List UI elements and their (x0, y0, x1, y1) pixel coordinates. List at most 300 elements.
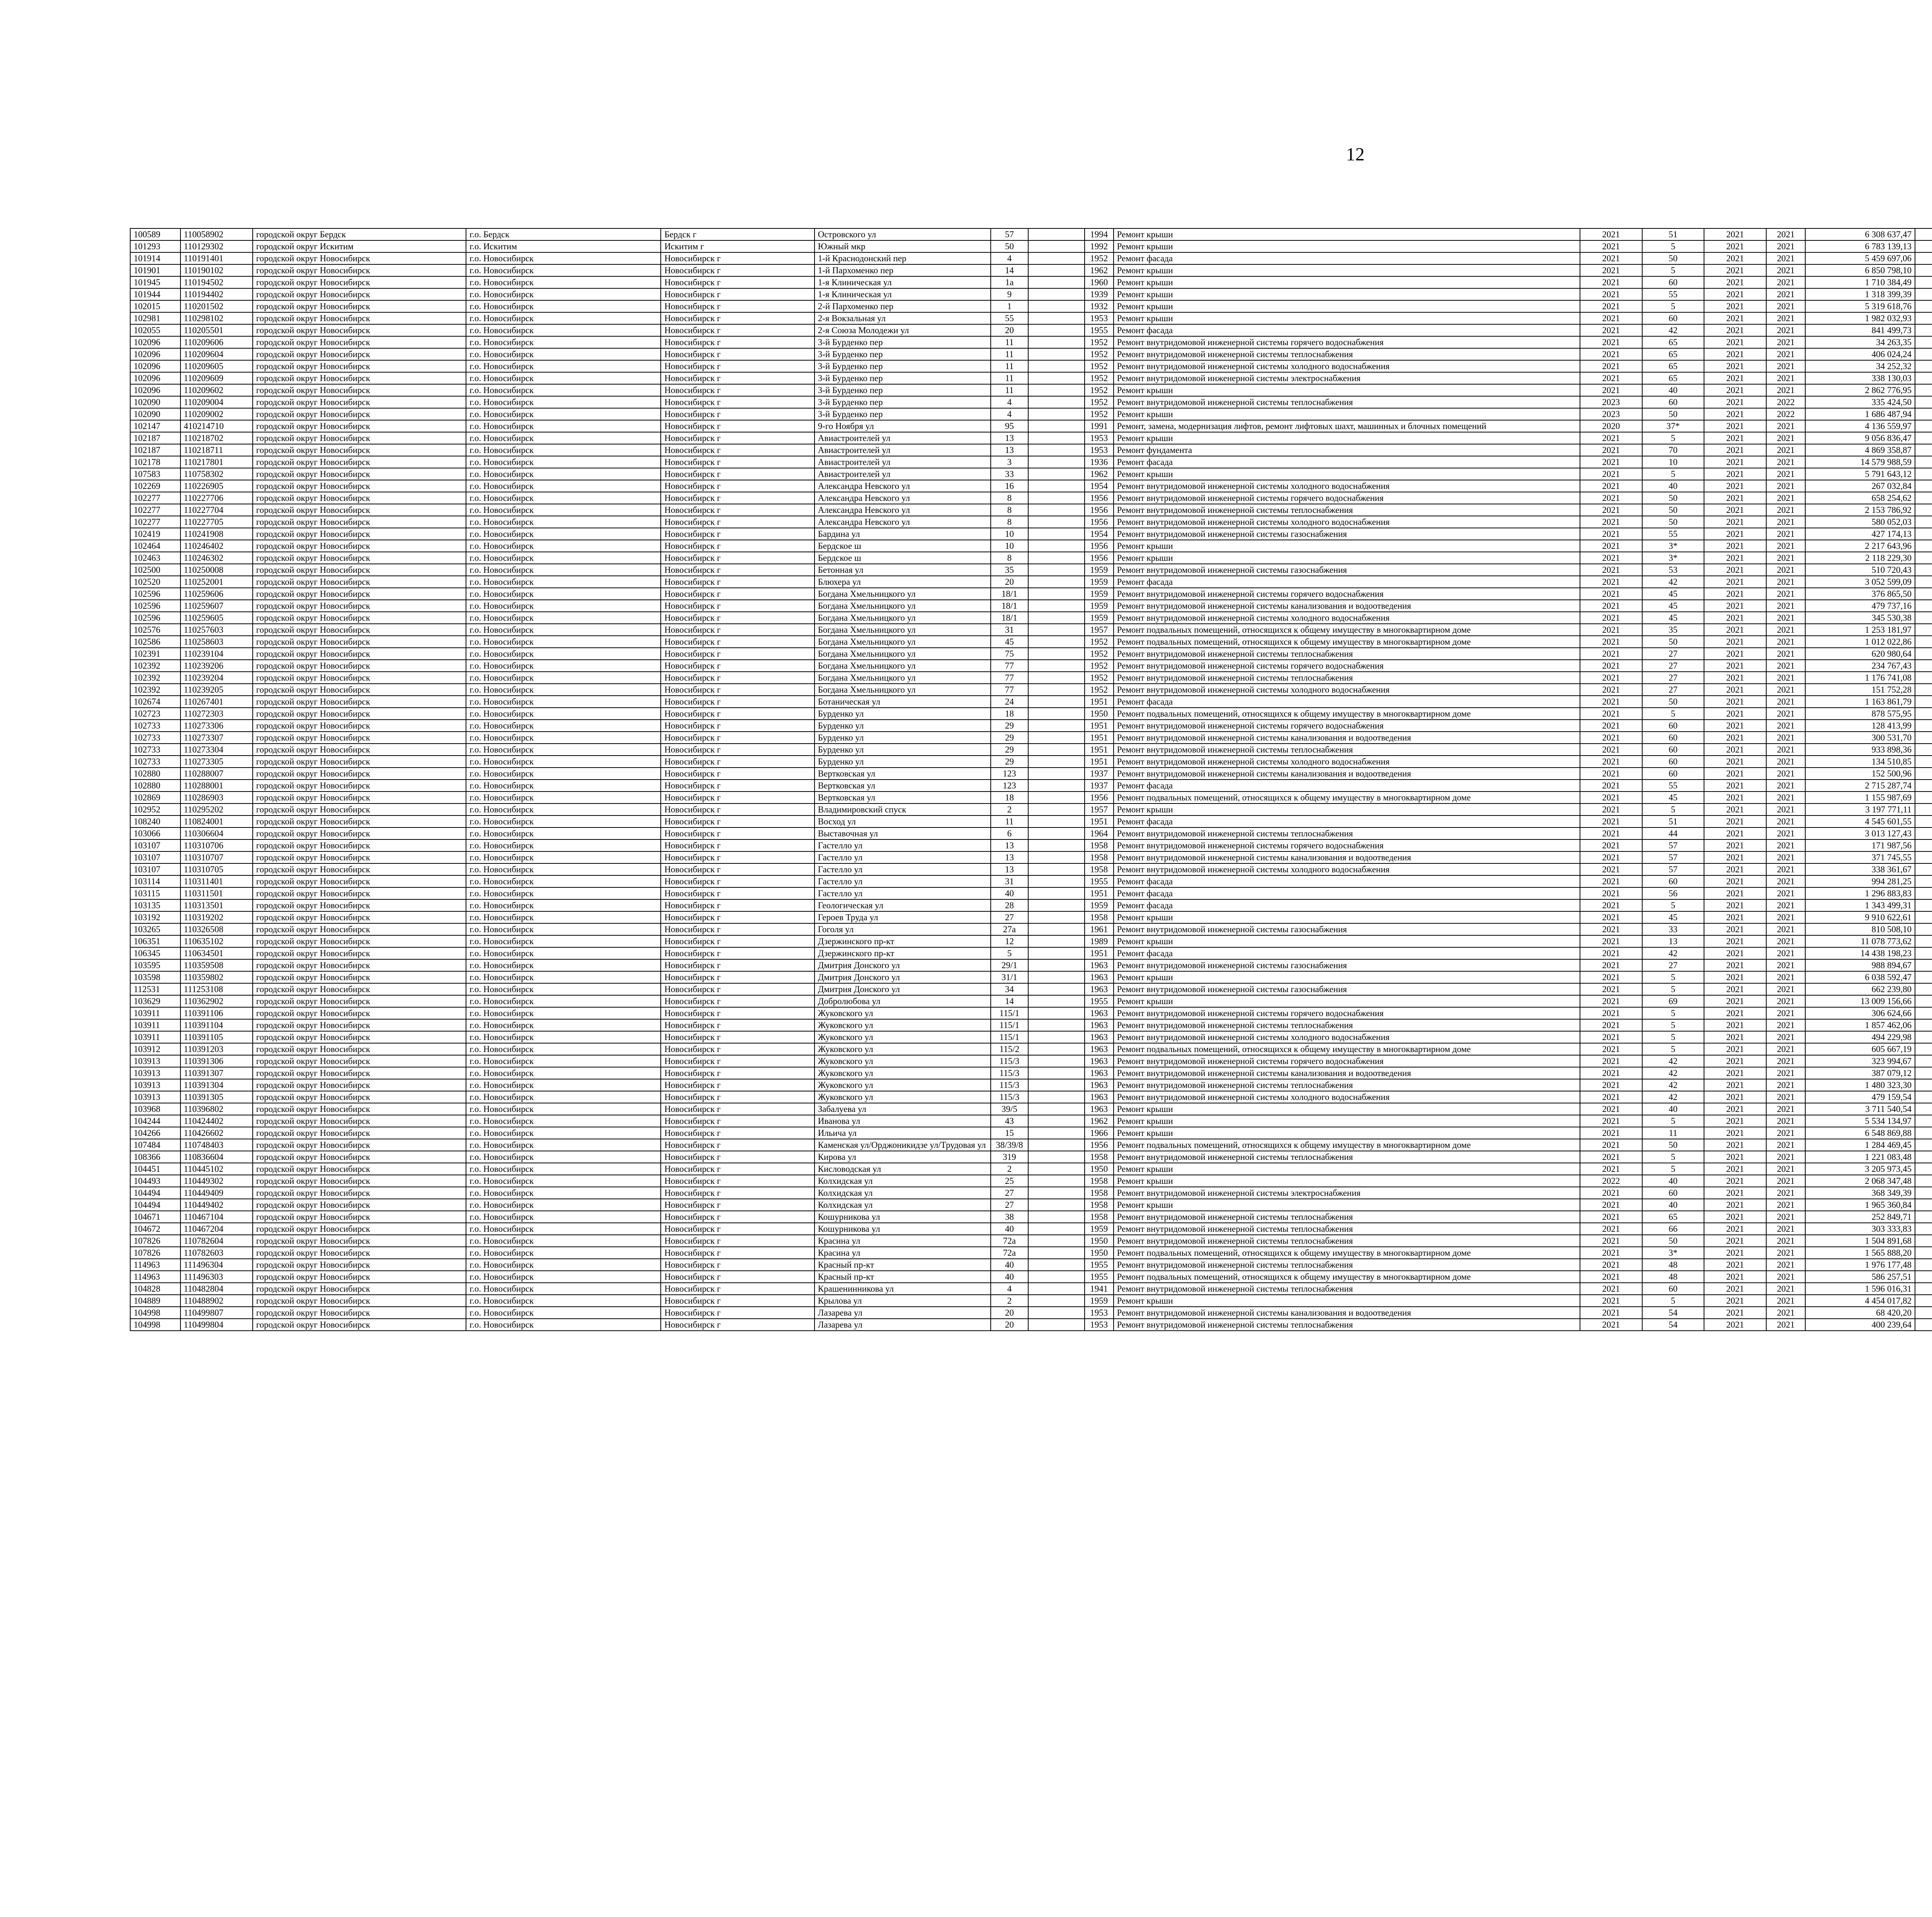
cell-house-number: 10 (991, 528, 1028, 540)
cell-building (1028, 947, 1085, 959)
cell-wear-percent: 57 (1642, 851, 1704, 863)
cell-work-id: 110209004 (180, 396, 253, 408)
table-row (130, 780, 1932, 792)
cell-total-cost: 2 153 786,92 (1805, 504, 1915, 516)
cell-house-id: 102187 (130, 444, 180, 456)
cell-house-id: 103135 (130, 899, 180, 911)
cell-construction-year: 1950 (1085, 1163, 1114, 1175)
cell-house-number: 13 (991, 432, 1028, 444)
cell-regional-fund-cost (1915, 432, 1932, 444)
cell-end-year: 2021 (1766, 1139, 1806, 1151)
cell-building (1028, 324, 1085, 336)
cell-total-cost: 345 530,38 (1805, 612, 1915, 624)
cell-street: Кирова ул (815, 1151, 991, 1163)
cell-street: 3-й Бурденко пер (815, 336, 991, 348)
cell-planned-year: 2021 (1580, 444, 1642, 456)
cell-street: Крашенинникова ул (815, 1283, 991, 1295)
cell-total-cost: 1 686 487,94 (1805, 408, 1915, 420)
cell-settlement: Новосибирск г (661, 1091, 814, 1103)
cell-total-cost: 234 767,43 (1805, 660, 1915, 672)
cell-total-cost: 586 257,51 (1805, 1271, 1915, 1283)
cell-wear-percent: 60 (1642, 1283, 1704, 1295)
cell-municipal-district: городской округ Новосибирск (253, 911, 466, 923)
cell-total-cost: 2 217 643,96 (1805, 540, 1915, 552)
cell-regional-fund-cost (1915, 720, 1932, 732)
cell-work-type: Ремонт внутридомовой инженерной системы теплоснабжения (1114, 1235, 1580, 1247)
cell-street: Жуковского ул (815, 1067, 991, 1079)
cell-wear-percent: 35 (1642, 624, 1704, 636)
cell-municipal-district: городской округ Новосибирск (253, 288, 466, 300)
cell-total-cost: 400 239,64 (1805, 1319, 1915, 1331)
cell-regional-fund-cost (1915, 804, 1932, 815)
cell-end-year: 2021 (1766, 516, 1806, 528)
cell-house-id: 101293 (130, 240, 180, 252)
table-row (130, 396, 1932, 408)
cell-total-cost: 1 857 462,06 (1805, 1019, 1915, 1031)
cell-regional-fund-cost (1915, 1307, 1932, 1319)
cell-municipal-district: городской округ Новосибирск (253, 504, 466, 516)
cell-wear-percent: 65 (1642, 372, 1704, 384)
cell-house-number: 34 (991, 983, 1028, 995)
cell-planned-year: 2021 (1580, 1163, 1642, 1175)
cell-house-id: 103968 (130, 1103, 180, 1115)
cell-house-number: 115/1 (991, 1031, 1028, 1043)
cell-construction-year: 1952 (1085, 648, 1114, 660)
cell-wear-percent: 37* (1642, 420, 1704, 432)
cell-street: Добролюбова ул (815, 995, 991, 1007)
cell-building (1028, 540, 1085, 552)
cell-total-cost: 1 976 177,48 (1805, 1259, 1915, 1271)
cell-end-year: 2021 (1766, 1007, 1806, 1019)
cell-work-type: Ремонт внутридомовой инженерной системы горячего водоснабжения (1114, 1007, 1580, 1019)
cell-total-cost: 3 205 973,45 (1805, 1163, 1915, 1175)
cell-work-type: Ремонт внутридомовой инженерной системы теплоснабжения (1114, 1019, 1580, 1031)
cell-planned-year: 2021 (1580, 276, 1642, 288)
cell-work-type: Ремонт крыши (1114, 312, 1580, 324)
cell-construction-year: 1963 (1085, 1007, 1114, 1019)
cell-end-year: 2021 (1766, 1199, 1806, 1211)
cell-wear-percent: 42 (1642, 324, 1704, 336)
cell-construction-year: 1956 (1085, 792, 1114, 804)
cell-construction-year: 1956 (1085, 504, 1114, 516)
cell-regional-fund-cost (1915, 983, 1932, 995)
cell-building (1028, 1103, 1085, 1115)
cell-regional-fund-cost (1915, 312, 1932, 324)
cell-work-type: Ремонт внутридомовой инженерной системы холодного водоснабжения (1114, 480, 1580, 492)
cell-start-year: 2021 (1704, 312, 1766, 324)
cell-street: Гастелло ул (815, 875, 991, 887)
cell-street: 3-й Бурденко пер (815, 360, 991, 372)
cell-end-year: 2021 (1766, 1067, 1806, 1079)
table-row (130, 995, 1932, 1007)
cell-total-cost: 5 791 643,12 (1805, 468, 1915, 480)
cell-work-type: Ремонт внутридомовой инженерной системы канализования и водоотведения (1114, 851, 1580, 863)
cell-planned-year: 2021 (1580, 923, 1642, 935)
cell-municipal-district: городской округ Новосибирск (253, 1127, 466, 1139)
cell-regional-fund-cost (1915, 492, 1932, 504)
cell-total-cost: 5 534 134,97 (1805, 1115, 1915, 1127)
cell-regional-fund-cost (1915, 228, 1932, 240)
cell-wear-percent: 50 (1642, 408, 1704, 420)
cell-street: Кисловодская ул (815, 1163, 991, 1175)
cell-settlement: Новосибирск г (661, 660, 814, 672)
cell-wear-percent: 40 (1642, 1103, 1704, 1115)
cell-start-year: 2021 (1704, 875, 1766, 887)
cell-municipality: г.о. Новосибирск (466, 1103, 661, 1115)
cell-settlement: Новосибирск г (661, 1007, 814, 1019)
cell-house-id: 102880 (130, 768, 180, 780)
cell-street: Богдана Хмельницкого ул (815, 672, 991, 684)
cell-municipality: г.о. Новосибирск (466, 1235, 661, 1247)
cell-house-id: 102392 (130, 660, 180, 672)
cell-house-id: 102952 (130, 804, 180, 815)
table-row (130, 408, 1932, 420)
cell-total-cost: 6 850 798,10 (1805, 264, 1915, 276)
cell-regional-fund-cost (1915, 995, 1932, 1007)
cell-house-id: 107826 (130, 1247, 180, 1259)
cell-total-cost: 14 438 198,23 (1805, 947, 1915, 959)
cell-house-number: 77 (991, 684, 1028, 696)
cell-end-year: 2021 (1766, 1115, 1806, 1127)
cell-planned-year: 2021 (1580, 516, 1642, 528)
table-row (130, 1223, 1932, 1235)
cell-construction-year: 1959 (1085, 1223, 1114, 1235)
cell-house-id: 104266 (130, 1127, 180, 1139)
cell-work-type: Ремонт внутридомовой инженерной системы канализования и водоотведения (1114, 732, 1580, 744)
cell-house-id: 102096 (130, 384, 180, 396)
cell-work-id: 110250008 (180, 564, 253, 576)
cell-house-number: 11 (991, 336, 1028, 348)
cell-total-cost: 1 343 499,31 (1805, 899, 1915, 911)
cell-total-cost: 1 480 323,30 (1805, 1079, 1915, 1091)
cell-house-number: 2 (991, 1163, 1028, 1175)
cell-municipal-district: городской округ Бердск (253, 228, 466, 240)
cell-regional-fund-cost (1915, 696, 1932, 708)
cell-building (1028, 1187, 1085, 1199)
cell-total-cost: 68 420,20 (1805, 1307, 1915, 1319)
cell-regional-fund-cost (1915, 1283, 1932, 1295)
cell-work-type: Ремонт внутридомовой инженерной системы канализования и водоотведения (1114, 600, 1580, 612)
cell-house-number: 28 (991, 899, 1028, 911)
cell-municipal-district: городской округ Новосибирск (253, 408, 466, 420)
cell-regional-fund-cost (1915, 1007, 1932, 1019)
cell-building (1028, 432, 1085, 444)
cell-work-type: Ремонт внутридомовой инженерной системы теплоснабжения (1114, 348, 1580, 360)
table-row (130, 660, 1932, 672)
cell-regional-fund-cost (1915, 516, 1932, 528)
cell-house-number: 8 (991, 492, 1028, 504)
cell-municipal-district: городской округ Новосибирск (253, 672, 466, 684)
cell-house-id: 101944 (130, 288, 180, 300)
cell-work-id: 110259605 (180, 612, 253, 624)
cell-house-number: 24 (991, 696, 1028, 708)
cell-work-type: Ремонт внутридомовой инженерной системы теплоснабжения (1114, 648, 1580, 660)
cell-construction-year: 1963 (1085, 1043, 1114, 1055)
cell-start-year: 2021 (1704, 863, 1766, 875)
cell-work-id: 110391304 (180, 1079, 253, 1091)
cell-regional-fund-cost (1915, 372, 1932, 384)
cell-settlement: Новосибирск г (661, 372, 814, 384)
cell-building (1028, 372, 1085, 384)
cell-total-cost: 1 221 083,48 (1805, 1151, 1915, 1163)
cell-planned-year: 2021 (1580, 360, 1642, 372)
cell-work-type: Ремонт крыши (1114, 240, 1580, 252)
table-row (130, 504, 1932, 516)
cell-construction-year: 1994 (1085, 228, 1114, 240)
cell-house-number: 40 (991, 1259, 1028, 1271)
cell-settlement: Новосибирск г (661, 420, 814, 432)
cell-wear-percent: 51 (1642, 228, 1704, 240)
cell-total-cost: 1 176 741,08 (1805, 672, 1915, 684)
cell-street: Жуковского ул (815, 1007, 991, 1019)
cell-municipal-district: городской округ Новосибирск (253, 1031, 466, 1043)
cell-work-id: 110227704 (180, 504, 253, 516)
table-row (130, 576, 1932, 588)
cell-work-id: 110306604 (180, 827, 253, 839)
table-row (130, 1211, 1932, 1223)
cell-street: Богдана Хмельницкого ул (815, 624, 991, 636)
cell-regional-fund-cost (1915, 636, 1932, 648)
cell-house-id: 102723 (130, 708, 180, 720)
cell-construction-year: 1937 (1085, 780, 1114, 792)
cell-end-year: 2021 (1766, 540, 1806, 552)
cell-end-year: 2021 (1766, 1127, 1806, 1139)
cell-end-year: 2021 (1766, 660, 1806, 672)
cell-regional-fund-cost (1915, 276, 1932, 288)
cell-planned-year: 2021 (1580, 720, 1642, 732)
cell-work-type: Ремонт крыши (1114, 300, 1580, 312)
cell-construction-year: 1960 (1085, 276, 1114, 288)
cell-regional-fund-cost (1915, 768, 1932, 780)
cell-wear-percent: 5 (1642, 468, 1704, 480)
cell-start-year: 2021 (1704, 1067, 1766, 1079)
table-row (130, 612, 1932, 624)
cell-house-id: 104672 (130, 1223, 180, 1235)
cell-planned-year: 2021 (1580, 384, 1642, 396)
cell-work-type: Ремонт внутридомовой инженерной системы горячего водоснабжения (1114, 720, 1580, 732)
cell-house-number: 4 (991, 408, 1028, 420)
cell-wear-percent: 60 (1642, 732, 1704, 744)
cell-total-cost: 406 024,24 (1805, 348, 1915, 360)
cell-planned-year: 2021 (1580, 911, 1642, 923)
cell-wear-percent: 27 (1642, 660, 1704, 672)
cell-house-number: 10 (991, 540, 1028, 552)
cell-house-number: 11 (991, 815, 1028, 827)
cell-house-number: 14 (991, 995, 1028, 1007)
cell-house-number: 15 (991, 1127, 1028, 1139)
cell-house-id: 102187 (130, 432, 180, 444)
table-row (130, 899, 1932, 911)
cell-construction-year: 1958 (1085, 863, 1114, 875)
cell-house-number: 13 (991, 863, 1028, 875)
cell-planned-year: 2021 (1580, 228, 1642, 240)
cell-total-cost: 5 319 618,76 (1805, 300, 1915, 312)
cell-municipality: г.о. Новосибирск (466, 1319, 661, 1331)
cell-street: Бердское ш (815, 540, 991, 552)
cell-street: 3-й Бурденко пер (815, 384, 991, 396)
page-number: 12 (1346, 144, 1365, 165)
cell-street: 2-я Союза Молодежи ул (815, 324, 991, 336)
cell-end-year: 2021 (1766, 995, 1806, 1007)
cell-municipality: г.о. Новосибирск (466, 911, 661, 923)
cell-municipal-district: городской округ Новосибирск (253, 648, 466, 660)
cell-house-number: 11 (991, 372, 1028, 384)
cell-construction-year: 1956 (1085, 540, 1114, 552)
cell-regional-fund-cost (1915, 240, 1932, 252)
cell-street: Лазарева ул (815, 1319, 991, 1331)
cell-house-number: 29 (991, 732, 1028, 744)
cell-total-cost: 1 284 469,45 (1805, 1139, 1915, 1151)
cell-construction-year: 1959 (1085, 576, 1114, 588)
cell-house-number: 11 (991, 384, 1028, 396)
cell-regional-fund-cost (1915, 1043, 1932, 1055)
cell-house-number: 77 (991, 672, 1028, 684)
cell-planned-year: 2021 (1580, 983, 1642, 995)
table-row (130, 971, 1932, 983)
cell-regional-fund-cost (1915, 1103, 1932, 1115)
cell-wear-percent: 60 (1642, 1187, 1704, 1199)
cell-construction-year: 1953 (1085, 444, 1114, 456)
cell-building (1028, 1043, 1085, 1055)
table-row (130, 983, 1932, 995)
cell-street: Ботаническая ул (815, 696, 991, 708)
cell-work-id: 110272303 (180, 708, 253, 720)
cell-municipal-district: городской округ Новосибирск (253, 1247, 466, 1259)
cell-regional-fund-cost (1915, 827, 1932, 839)
cell-work-type: Ремонт внутридомовой инженерной системы горячего водоснабжения (1114, 588, 1580, 600)
cell-municipal-district: городской округ Новосибирск (253, 1211, 466, 1223)
cell-house-id: 104451 (130, 1163, 180, 1175)
cell-work-type: Ремонт внутридомовой инженерной системы газоснабжения (1114, 528, 1580, 540)
cell-municipal-district: городской округ Новосибирск (253, 1019, 466, 1031)
cell-wear-percent: 42 (1642, 1055, 1704, 1067)
cell-work-id: 110824001 (180, 815, 253, 827)
cell-construction-year: 1962 (1085, 264, 1114, 276)
cell-work-id: 111496304 (180, 1259, 253, 1271)
cell-planned-year: 2021 (1580, 312, 1642, 324)
cell-settlement: Новосибирск г (661, 432, 814, 444)
cell-work-id: 110359802 (180, 971, 253, 983)
cell-total-cost: 494 229,98 (1805, 1031, 1915, 1043)
cell-house-id: 102096 (130, 336, 180, 348)
cell-municipality: г.о. Новосибирск (466, 396, 661, 408)
cell-wear-percent: 45 (1642, 600, 1704, 612)
cell-work-id: 111253108 (180, 983, 253, 995)
cell-construction-year: 1959 (1085, 588, 1114, 600)
cell-work-type: Ремонт внутридомовой инженерной системы теплоснабжения (1114, 1079, 1580, 1091)
table-row (130, 636, 1932, 648)
cell-planned-year: 2021 (1580, 887, 1642, 899)
cell-end-year: 2021 (1766, 875, 1806, 887)
cell-settlement: Новосибирск г (661, 1031, 814, 1043)
cell-work-type: Ремонт фасада (1114, 456, 1580, 468)
cell-settlement: Новосибирск г (661, 1175, 814, 1187)
cell-work-id: 110201502 (180, 300, 253, 312)
cell-settlement: Новосибирск г (661, 336, 814, 348)
cell-building (1028, 456, 1085, 468)
cell-construction-year: 1956 (1085, 516, 1114, 528)
cell-building (1028, 1223, 1085, 1235)
cell-end-year: 2021 (1766, 815, 1806, 827)
table-row (130, 720, 1932, 732)
cell-settlement: Новосибирск г (661, 1223, 814, 1235)
cell-house-number: 43 (991, 1115, 1028, 1127)
cell-construction-year: 1951 (1085, 744, 1114, 756)
cell-building (1028, 1007, 1085, 1019)
cell-settlement: Новосибирск г (661, 696, 814, 708)
cell-settlement: Новосибирск г (661, 1187, 814, 1199)
cell-end-year: 2021 (1766, 1271, 1806, 1283)
cell-wear-percent: 5 (1642, 1115, 1704, 1127)
cell-regional-fund-cost (1915, 264, 1932, 276)
cell-work-type: Ремонт крыши (1114, 468, 1580, 480)
cell-work-type: Ремонт внутридомовой инженерной системы газоснабжения (1114, 564, 1580, 576)
cell-house-number: 115/3 (991, 1055, 1028, 1067)
cell-work-id: 110218702 (180, 432, 253, 444)
cell-work-type: Ремонт фасада (1114, 252, 1580, 264)
cell-municipal-district: городской округ Новосибирск (253, 624, 466, 636)
cell-total-cost: 1 982 032,93 (1805, 312, 1915, 324)
cell-work-id: 110635102 (180, 935, 253, 947)
cell-municipal-district: городской округ Новосибирск (253, 372, 466, 384)
cell-building (1028, 1295, 1085, 1307)
cell-construction-year: 1950 (1085, 1235, 1114, 1247)
cell-construction-year: 1937 (1085, 768, 1114, 780)
cell-wear-percent: 50 (1642, 696, 1704, 708)
cell-start-year: 2021 (1704, 1115, 1766, 1127)
table-row (130, 732, 1932, 744)
cell-settlement: Новосибирск г (661, 252, 814, 264)
cell-work-type: Ремонт крыши (1114, 1163, 1580, 1175)
cell-municipal-district: городской округ Новосибирск (253, 780, 466, 792)
cell-construction-year: 1951 (1085, 756, 1114, 768)
cell-work-type: Ремонт подвальных помещений, относящихся к общему имуществу в многоквартирном доме (1114, 792, 1580, 804)
cell-construction-year: 1963 (1085, 1091, 1114, 1103)
cell-municipality: г.о. Новосибирск (466, 875, 661, 887)
cell-construction-year: 1952 (1085, 348, 1114, 360)
cell-construction-year: 1952 (1085, 396, 1114, 408)
cell-regional-fund-cost (1915, 1163, 1932, 1175)
cell-work-id: 110259606 (180, 588, 253, 600)
cell-municipal-district: городской округ Новосибирск (253, 995, 466, 1007)
cell-end-year: 2021 (1766, 276, 1806, 288)
cell-building (1028, 492, 1085, 504)
cell-municipal-district: городской округ Новосибирск (253, 420, 466, 432)
cell-construction-year: 1952 (1085, 408, 1114, 420)
cell-settlement: Новосибирск г (661, 923, 814, 935)
cell-street: 1-й Краснодонский пер (815, 252, 991, 264)
cell-municipality: г.о. Новосибирск (466, 804, 661, 815)
cell-municipality: г.о. Новосибирск (466, 1223, 661, 1235)
table-row (130, 1271, 1932, 1283)
cell-start-year: 2021 (1704, 1103, 1766, 1115)
cell-building (1028, 552, 1085, 564)
cell-end-year: 2021 (1766, 1295, 1806, 1307)
cell-building (1028, 935, 1085, 947)
cell-settlement: Новосибирск г (661, 552, 814, 564)
cell-start-year: 2021 (1704, 1283, 1766, 1295)
cell-municipality: г.о. Новосибирск (466, 1271, 661, 1283)
cell-house-id: 103629 (130, 995, 180, 1007)
cell-planned-year: 2021 (1580, 1259, 1642, 1271)
table-row (130, 1295, 1932, 1307)
cell-start-year: 2021 (1704, 1211, 1766, 1223)
cell-end-year: 2021 (1766, 732, 1806, 744)
cell-construction-year: 1962 (1085, 468, 1114, 480)
cell-street: 1-я Клиническая ул (815, 288, 991, 300)
cell-construction-year: 1956 (1085, 492, 1114, 504)
cell-municipal-district: городской округ Искитим (253, 240, 466, 252)
